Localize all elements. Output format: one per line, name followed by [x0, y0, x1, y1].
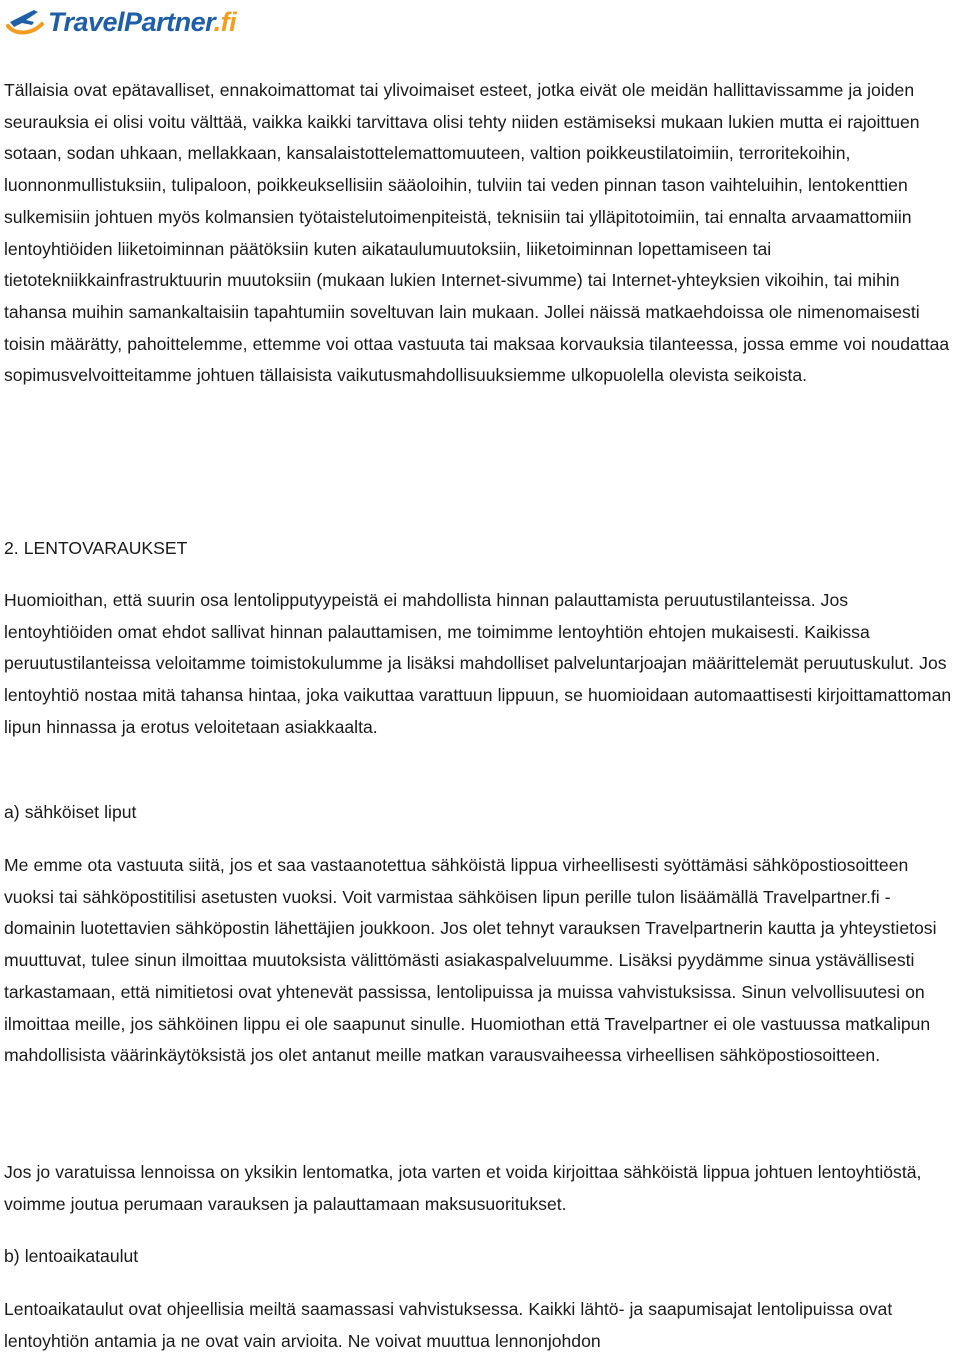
subsection-b-paragraph: Lentoaikataulut ovat ohjeellisia meiltä saamassasi vahvistuksessa. Kaikki lähtö- ja saapumisajat lentolipuissa ovat lentoyhtiön antamia ja ne ovat vain arvioita. Ne voivat muuttua lennonjohdon [4, 1299, 893, 1351]
subsection-a-title: a) sähköiset liput [4, 802, 137, 822]
logo-wordmark [48, 7, 236, 38]
intro-paragraph: Tällaisia ovat epätavalliset, ennakoimattomat tai ylivoimaiset esteet, jotka eivät ole meidän hallittavissamme ja joiden seurauksia ei olisi voitu välttää, vaikka kaikki tarvittava olisi tehty niiden estämiseksi mukaan lukien mutta ei rajoittuen sotaan, sodan uhkaan, mellakkaan, kansalaistottelemattomuuteen, valtion poikkeustilatoimiin, terroritekoihin, luonnonmullistuksiin, tulipaloon, poikkeuksellisiin sääoloihin, tulviin tai veden pinnan tason vaihteluihin, lentokenttien sulkemisiin johtuen myös kolmansien työtaistelutoimenpiteistä, teknisiin tai ylläpitotoimiin, tai ennalta arvaamattomiin lentoyhtiöiden liiketoiminnan päätöksiin kuten aikataulumuutoksiin, liiketoiminnan lopettamiseen tai tietotekniikkainfrastruktuurin muutoksiin (mukaan lukien Internet-sivumme) tai Internet-yhteyksien vikoihin, tai mihin tahansa muihin samankaltaisiin tapahtumiin soveltuvan lain mukaan. Jollei näissä matkaehdoissa ole nimenomaisesti toisin määrätty, pahoittelemme, ettemme voi ottaa vastuuta tai maksaa korvauksia tilanteessa, jossa emme voi noudattaa sopimusvelvoitteitamme johtuen tällaisista vaikutusmahdollisuuksiemme ulkopuolella olevista seikoista. [4, 80, 950, 386]
airplane-swoosh-icon [4, 4, 46, 40]
logo-name-main: TravelPartner [48, 6, 214, 37]
logo-name-tld: .fi [213, 6, 237, 37]
travelpartner-logo[interactable] [4, 2, 236, 42]
subsection-a-paragraph-2: Jos jo varatuissa lennoissa on yksikin lentomatka, jota varten et voida kirjoittaa sähköistä lippua johtuen lentoyhtiöstä, voimme joutua perumaan varauksen ja palauttamaan maksusuoritukset. [4, 1162, 922, 1214]
section-paragraph: Huomioithan, että suurin osa lentolipputyypeistä ei mahdollista hinnan palauttamista peruutustilanteissa. Jos lentoyhtiöiden omat ehdot sallivat hinnan palauttamisen, me toimimme lentoyhtiön ehtojen mukaisesti. Kaikissa peruutustilanteissa veloitamme toimistokulumme ja lisäksi mahdolliset palveluntarjoajan määrittelemät peruutuskulut. Jos lentoyhtiö nostaa mitä tahansa hintaa, joka vaikuttaa varattuun lippuun, se huomioidaan automaattisesti kirjoittamattoman lipun hinnassa ja erotus veloitetaan asiakkaalta. [4, 590, 952, 737]
section-heading: 2. LENTOVARAUKSET [4, 538, 188, 558]
subsection-a-paragraph-1: Me emme ota vastuuta siitä, jos et saa vastaanotettua sähköistä lippua virheellisesti syöttämäsi sähköpostiosoitteen vuoksi tai sähköpostitilisi asetusten vuoksi. Voit varmistaa sähköisen lipun perille tulon lisäämällä Travelpartner.fi -domainin luotettavien sähköpostin lähettäjien joukkoon. Jos olet tehnyt varauksen Travelpartnerin kautta ja yhteystietosi muuttuvat, tulee sinun ilmoittaa muutoksista välittömästi asiakaspalveluumme. Lisäksi pyydämme sinua ystävällisesti tarkastamaan, että nimitietosi ovat yhtenevät passissa, lentolipuissa ja muissa vahvistuksissa. Sinun velvollisuutesi on ilmoittaa meille, jos sähköinen lippu ei ole saapunut sinulle. Huomiothan että Travelpartner ei ole vastuussa matkalipun mahdollisista väärinkäytöksistä jos olet antanut meille matkan varausvaiheessa virheellisen sähköpostiosoitteen. [4, 855, 937, 1066]
subsection-b-title: b) lentoaikataulut [4, 1246, 139, 1266]
